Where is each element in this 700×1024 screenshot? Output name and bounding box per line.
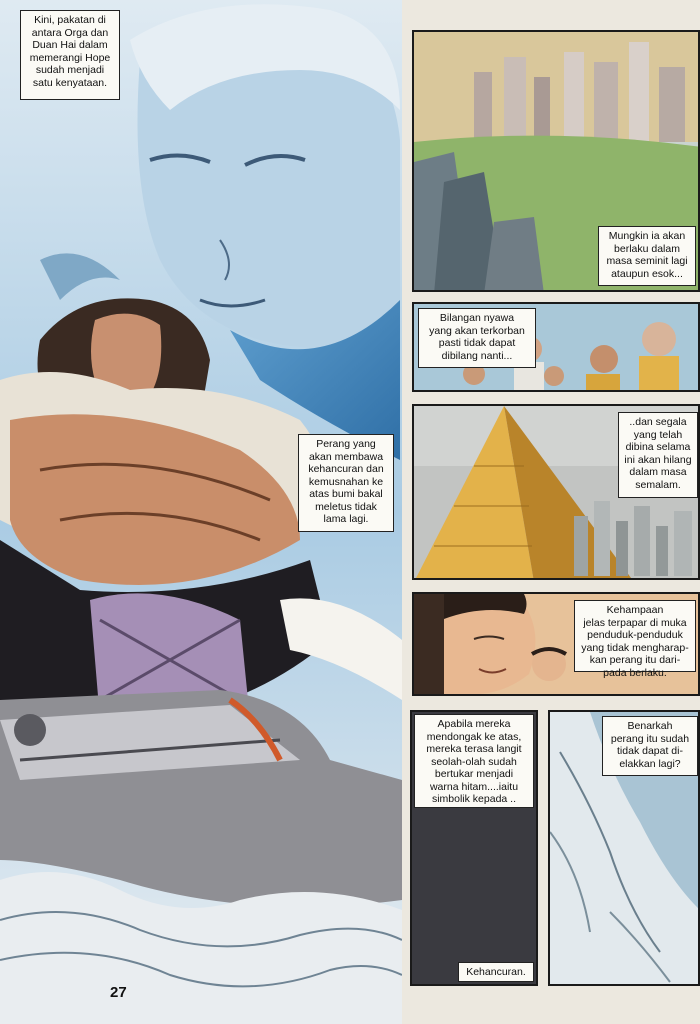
panel-city: [412, 30, 700, 292]
dark-sky-caption-top: Apabila mereka mendongak ke atas, mereka terasa langit seolah-olah sudah bertukar menjadi warna hitam....iaitu simbolik kepada ..: [414, 714, 534, 808]
cliff-caption: Benarkah perang itu sudah tidak dapat di- elakkan lagi?: [602, 716, 698, 776]
dark-sky-caption-bottom: Kehancuran.: [458, 962, 534, 982]
panel-cliff: [548, 710, 700, 986]
crowd-caption: Bilangan nyawa yang akan terkorban pasti tidak dapat dibilang nanti...: [418, 308, 536, 368]
panel-crowd: [412, 302, 700, 392]
city-caption: Mungkin ia akan berlaku dalam masa seminit lagi ataupun esok...: [598, 226, 696, 286]
splash-caption-top: Kini, pakatan di antara Orga dan Duan Hai dalam memerangi Hope sudah menjadi satu kenyataan.: [20, 10, 120, 100]
panel-faces: [412, 592, 700, 696]
panel-pyramid: [412, 404, 700, 580]
panel-dark-sky: [410, 710, 538, 986]
faces-caption: Kehampaan jelas terpapar di muka penduduk-penduduk yang tidak mengharap- kan perang itu dari- pada berlaku.: [574, 600, 696, 672]
splash-caption-middle: Perang yang akan membawa kehancuran dan kemusnahan ke atas bumi bakal meletus tidak lama lagi.: [298, 434, 394, 532]
page-number: 27: [110, 984, 127, 1001]
pyramid-caption: ..dan segala yang telah dibina selama ini akan hilang dalam masa semalam.: [618, 412, 698, 498]
